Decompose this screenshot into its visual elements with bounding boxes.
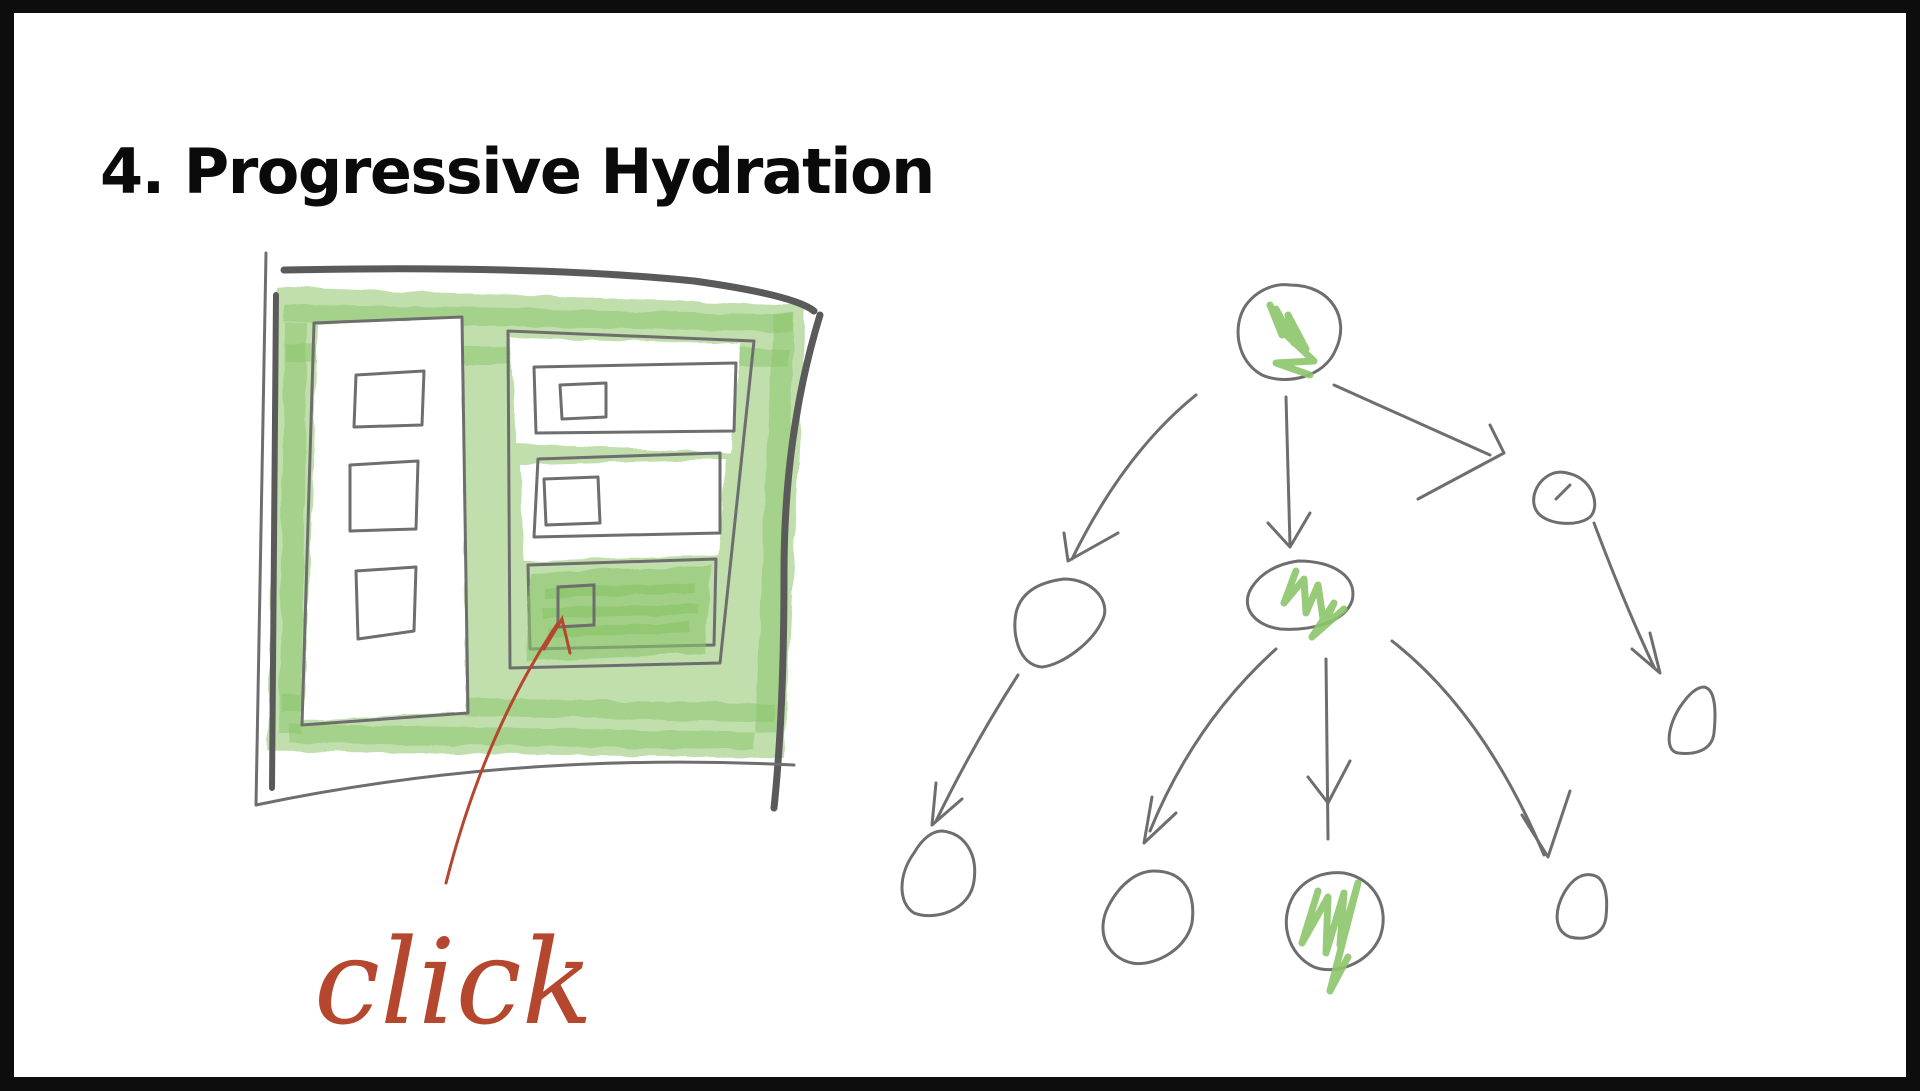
- edge-center-left: [1150, 649, 1276, 831]
- arrow-center-left: [1144, 797, 1176, 843]
- edge-left-farleft: [936, 675, 1018, 821]
- clicked-row-hydration: [526, 565, 712, 661]
- edge-root-right: [1334, 385, 1490, 455]
- hydrated-leaf-mark: [1302, 883, 1358, 991]
- diagram-canvas: [14, 13, 1906, 1077]
- edge-root-center: [1286, 397, 1290, 545]
- component-tree: [902, 285, 1715, 970]
- node-level1-right: [1534, 472, 1595, 523]
- click-label: click: [314, 913, 594, 1051]
- slide-canvas: [14, 13, 1906, 1077]
- node-level1-left: [1015, 579, 1105, 667]
- page-sketch: [256, 253, 820, 808]
- arrow-center-right: [1522, 791, 1570, 857]
- edge-center-center: [1326, 659, 1328, 839]
- hydrated-node-marks: [1270, 305, 1358, 991]
- arrow-root-right: [1418, 425, 1504, 499]
- node-level2-left: [1103, 871, 1193, 964]
- edge-right-farright: [1594, 523, 1654, 667]
- edge-root-left: [1072, 395, 1196, 559]
- node-level2-far-right: [1669, 687, 1715, 753]
- edge-center-right: [1392, 641, 1544, 855]
- node-level2-right: [1557, 875, 1607, 939]
- slide-title: 4. Progressive Hydration: [100, 135, 934, 208]
- hydrated-root-mark: [1270, 305, 1314, 375]
- node-level2-far-left: [902, 831, 975, 916]
